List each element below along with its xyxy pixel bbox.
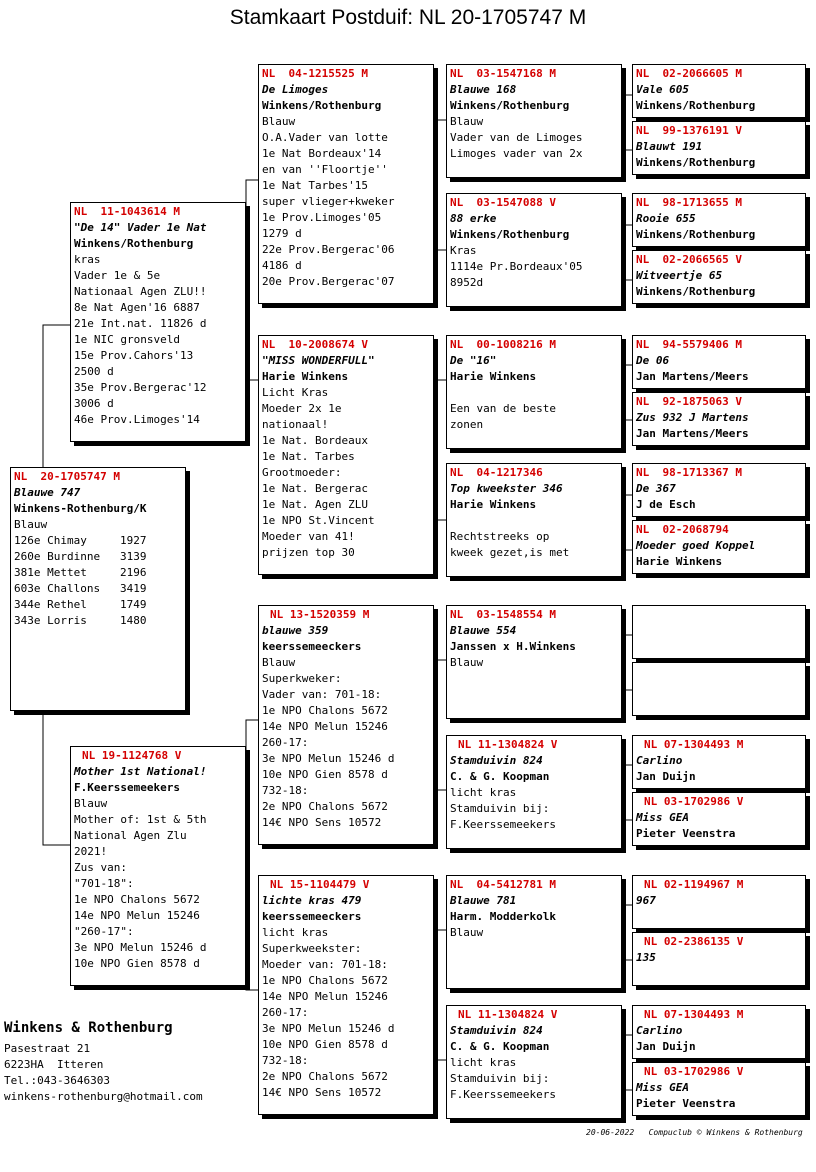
pigeon-card-great-great-grandparent[interactable]: [632, 735, 806, 789]
info-line: nationaal!: [262, 418, 329, 431]
info-line: zonen: [450, 418, 484, 431]
info-line: 8952d: [450, 276, 484, 289]
pigeon-card-great-great-grandparent[interactable]: [632, 662, 806, 716]
breeder-phone: Tel.:043-3646303: [4, 1074, 110, 1087]
pigeon-owner: Harie Winkens: [450, 498, 537, 511]
info-line: 1e Nat. Agen ZLU: [262, 498, 368, 511]
pigeon-name: 967: [636, 894, 656, 907]
info-line: 20e Prov.Bergerac'07: [262, 275, 395, 288]
ring-number: NL 07-1304493 M: [644, 1008, 744, 1021]
pigeon-name: Blauwe 554: [450, 624, 517, 637]
ring-number: NL 07-1304493 M: [644, 738, 744, 751]
info-line: Stamduivin bij:: [450, 1072, 550, 1085]
info-line: 2e NPO Chalons 5672: [262, 1070, 388, 1083]
pigeon-name: Blauwt 191: [636, 140, 703, 153]
pigeon-owner: C. & G. Koopman: [450, 770, 550, 783]
pigeon-name: blauwe 359: [262, 624, 329, 637]
pigeon-name: Carlino: [636, 754, 683, 767]
ring-number: NL 20-1705747 M: [14, 470, 120, 483]
pigeon-card-great-great-grandparent[interactable]: [632, 193, 806, 247]
pigeon-card-great-grandparent[interactable]: [446, 1005, 622, 1119]
info-line: 1e NPO Chalons 5672: [74, 893, 200, 906]
info-line: [450, 385, 618, 401]
pigeon-name: "MISS WONDERFULL": [262, 354, 375, 367]
pigeon-name: 135: [636, 951, 656, 964]
info-line: National Agen Zlu: [74, 829, 187, 842]
pigeon-owner: Harie Winkens: [262, 370, 349, 383]
pigeon-card-great-great-grandparent[interactable]: [632, 1005, 806, 1059]
pigeon-card-great-great-grandparent[interactable]: [632, 605, 806, 659]
pigeon-card-great-great-grandparent[interactable]: [632, 932, 806, 986]
info-line: F.Keerssemeekers: [450, 1088, 556, 1101]
pigeon-name: De "16": [450, 354, 497, 367]
info-line: [450, 513, 618, 529]
info-line: 46e Prov.Limoges'14: [74, 413, 200, 426]
info-line: O.A.Vader van lotte: [262, 131, 388, 144]
ring-number: NL 03-1548554 M: [450, 608, 556, 621]
page-title: Stamkaart Postduif: NL 20-1705747 M: [229, 6, 587, 29]
pigeon-owner: J de Esch: [636, 498, 696, 511]
pigeon-name: Stamduivin 824: [450, 754, 543, 767]
info-line: 344e Rethel 1749: [14, 598, 147, 611]
info-line: 381e Mettet 2196: [14, 566, 147, 579]
ring-number: NL 03-1702986 V: [644, 1065, 744, 1078]
ring-number: NL 02-1194967 M: [644, 878, 744, 891]
info-line: licht kras: [450, 786, 517, 799]
info-line: 1e NPO St.Vincent: [262, 514, 375, 527]
pigeon-owner: Winkens-Rothenburg/K: [14, 502, 147, 515]
ring-number: NL 94-5579406 M: [636, 338, 742, 351]
info-line: Moeder van: 701-18:: [262, 958, 388, 971]
ring-number: NL 00-1008216 M: [450, 338, 556, 351]
info-line: Blauw: [262, 115, 296, 128]
pigeon-owner: [636, 966, 802, 982]
info-line: 15e Prov.Cahors'13: [74, 349, 194, 362]
info-line: 14e NPO Melun 15246: [262, 720, 388, 733]
info-line: 21e Int.nat. 11826 d: [74, 317, 207, 330]
pigeon-name: Stamduivin 824: [450, 1024, 543, 1037]
info-line: 1e Nat Bordeaux'14: [262, 147, 382, 160]
pigeon-name: Blauwe 747: [14, 486, 81, 499]
pigeon-card-great-grandparent[interactable]: [446, 605, 622, 719]
pigeon-owner: Winkens/Rothenburg: [450, 99, 570, 112]
info-line: 14€ NPO Sens 10572: [262, 1086, 382, 1099]
info-line: Nationaal Agen ZLU!!: [74, 285, 207, 298]
breeder-address-line: 6223HA Itteren: [4, 1058, 104, 1071]
info-line: 732-18:: [262, 784, 309, 797]
pigeon-card-dam-dam[interactable]: [258, 875, 434, 1115]
info-line: 1114e Pr.Bordeaux'05: [450, 260, 583, 273]
breeder-info: [4, 1018, 203, 1105]
ring-number: NL 04-5412781 M: [450, 878, 556, 891]
ring-number: NL 02-2386135 V: [644, 935, 744, 948]
ring-number: NL 11-1304824 V: [458, 1008, 558, 1021]
pigeon-owner: Winkens/Rothenburg: [636, 156, 756, 169]
ring-number: NL 11-1043614 M: [74, 205, 180, 218]
ring-number: NL 04-1215525 M: [262, 67, 368, 80]
pigeon-card-great-great-grandparent[interactable]: [632, 520, 806, 574]
info-line: Blauw: [74, 797, 108, 810]
pigeon-name: De 06: [636, 354, 670, 367]
info-line: 1279 d: [262, 227, 302, 240]
info-line: Moeder 2x 1e: [262, 402, 342, 415]
pigeon-name: De Limoges: [262, 83, 329, 96]
pigeon-name: Vale 605: [636, 83, 689, 96]
pigeon-card-great-great-grandparent[interactable]: [632, 875, 806, 929]
pigeon-card-great-great-grandparent[interactable]: [632, 1062, 806, 1116]
ring-number: NL 15-1104479 V: [270, 878, 370, 891]
info-line: licht kras: [450, 1056, 517, 1069]
info-line: 1e NPO Chalons 5672: [262, 704, 388, 717]
ring-number: NL 02-2066605 M: [636, 67, 742, 80]
pigeon-card-dam[interactable]: [70, 746, 246, 986]
pigeon-card-sire-sire[interactable]: [258, 64, 434, 304]
info-line: 10e NPO Gien 8578 d: [74, 957, 200, 970]
pigeon-owner: F.Keerssemeekers: [74, 781, 180, 794]
pigeon-card-great-great-grandparent[interactable]: [632, 250, 806, 304]
ring-number: NL 92-1875063 V: [636, 395, 742, 408]
ring-number: NL 99-1376191 V: [636, 124, 742, 137]
ring-number: NL 04-1217346: [450, 466, 543, 479]
breeder-name: Winkens & Rothenburg: [4, 1020, 173, 1036]
info-line: 732-18:: [262, 1054, 309, 1067]
info-line: 14e NPO Melun 15246: [262, 990, 388, 1003]
info-line: 10e NPO Gien 8578 d: [262, 768, 388, 781]
pigeon-card-great-grandparent[interactable]: [446, 193, 622, 307]
pigeon-card-great-great-grandparent[interactable]: [632, 64, 806, 118]
pigeon-name: Witveertje 65: [636, 269, 723, 282]
pigeon-card-dam-sire[interactable]: [258, 605, 434, 845]
ring-number: NL 03-1547088 V: [450, 196, 556, 209]
pigeon-card-great-grandparent[interactable]: [446, 875, 622, 989]
breeder-email: winkens-rothenburg@hotmail.com: [4, 1090, 203, 1103]
info-line: 126e Chimay 1927: [14, 534, 147, 547]
pigeon-name: Carlino: [636, 1024, 683, 1037]
info-line: F.Keerssemeekers: [450, 818, 556, 831]
pigeon-name: Moeder goed Koppel: [636, 539, 756, 552]
pigeon-owner: Harie Winkens: [450, 370, 537, 383]
pigeon-owner: Harm. Modderkolk: [450, 910, 556, 923]
info-line: 3e NPO Melun 15246 d: [262, 1022, 395, 1035]
info-line: 10e NPO Gien 8578 d: [262, 1038, 388, 1051]
pigeon-owner: C. & G. Koopman: [450, 1040, 550, 1053]
ring-number: NL 03-1702986 V: [644, 795, 744, 808]
pigeon-owner: keerssemeeckers: [262, 640, 362, 653]
pigeon-owner: Jan Martens/Meers: [636, 427, 749, 440]
pigeon-owner: Winkens/Rothenburg: [636, 285, 756, 298]
info-line: 603e Challons 3419: [14, 582, 147, 595]
pigeon-owner: Pieter Veenstra: [636, 1097, 736, 1110]
info-line: Blauw: [450, 656, 484, 669]
info-line: 260-17:: [262, 736, 309, 749]
info-line: en van ''Floortje'': [262, 163, 388, 176]
pigeon-owner: Jan Duijn: [636, 1040, 696, 1053]
pigeon-card-great-great-grandparent[interactable]: [632, 792, 806, 846]
info-line: 2021!: [74, 845, 108, 858]
info-line: 3006 d: [74, 397, 114, 410]
pigeon-card-sire-dam[interactable]: [258, 335, 434, 575]
info-line: Blauw: [450, 926, 484, 939]
pigeon-name: Zus 932 J Martens: [636, 411, 749, 424]
pigeon-name: [636, 607, 802, 623]
info-line: 260-17:: [262, 1006, 309, 1019]
info-line: 1e Nat. Bordeaux: [262, 434, 368, 447]
pigeon-card-great-great-grandparent[interactable]: [632, 335, 806, 389]
info-line: 35e Prov.Bergerac'12: [74, 381, 207, 394]
info-line: 4186 d: [262, 259, 302, 272]
info-line: 22e Prov.Bergerac'06: [262, 243, 395, 256]
pigeon-name: lichte kras 479: [262, 894, 362, 907]
info-line: Grootmoeder:: [262, 466, 342, 479]
pigeon-name: Top kweekster 346: [450, 482, 563, 495]
info-line: kras: [74, 253, 101, 266]
info-line: Superkweekster:: [262, 942, 362, 955]
pigeon-owner: keerssemeeckers: [262, 910, 362, 923]
pigeon-card-great-grandparent[interactable]: [446, 735, 622, 849]
info-line: Zus van:: [74, 861, 127, 874]
info-line: 1e NPO Chalons 5672: [262, 974, 388, 987]
pigeon-name: Mother 1st National!: [74, 765, 207, 778]
pigeon-owner: [636, 909, 802, 925]
ring-number: NL 03-1547168 M: [450, 67, 556, 80]
info-line: Rechtstreeks op: [450, 530, 550, 543]
pigeon-owner: Winkens/Rothenburg: [636, 228, 756, 241]
info-line: 3e NPO Melun 15246 d: [262, 752, 395, 765]
info-line: Kras: [450, 244, 477, 257]
pigeon-card-subject[interactable]: [10, 467, 186, 711]
info-line: 2e NPO Chalons 5672: [262, 800, 388, 813]
info-line: 1e Nat. Tarbes: [262, 450, 355, 463]
info-line: prijzen top 30: [262, 546, 355, 559]
pigeon-name: Miss GEA: [636, 1081, 689, 1094]
pigeon-card-sire[interactable]: [70, 202, 246, 442]
pigeon-card-great-great-grandparent[interactable]: [632, 392, 806, 446]
pigeon-owner: Jan Duijn: [636, 770, 696, 783]
ring-number: NL 02-2068794: [636, 523, 729, 536]
pigeon-name: 88 erke: [450, 212, 497, 225]
pigeon-card-great-grandparent[interactable]: [446, 64, 622, 178]
info-line: Limoges vader van 2x: [450, 147, 583, 160]
info-line: Blauw: [262, 656, 296, 669]
ring-number: NL 13-1520359 M: [270, 608, 370, 621]
info-line: Moeder van 41!: [262, 530, 355, 543]
pigeon-owner: [636, 623, 802, 639]
pigeon-name: Blauwe 168: [450, 83, 517, 96]
info-line: Blauw: [450, 115, 484, 128]
info-line: Licht Kras: [262, 386, 329, 399]
info-line: 14€ NPO Sens 10572: [262, 816, 382, 829]
pigeon-owner: Pieter Veenstra: [636, 827, 736, 840]
pigeon-name: [636, 664, 802, 680]
info-line: 1e Prov.Limoges'05: [262, 211, 382, 224]
ring-number: NL 11-1304824 V: [458, 738, 558, 751]
info-line: 14e NPO Melun 15246: [74, 909, 200, 922]
pigeon-owner: Harie Winkens: [636, 555, 723, 568]
ring-number: NL 10-2008674 V: [262, 338, 368, 351]
info-line: Vader 1e & 5e: [74, 269, 161, 282]
pigeon-name: Rooie 655: [636, 212, 696, 225]
info-line: Vader van: 701-18:: [262, 688, 382, 701]
info-line: 1e Nat. Bergerac: [262, 482, 368, 495]
pigeon-owner: [636, 680, 802, 696]
footer-credit: 20-06-2022 Compuclub © Winkens & Rothenburg: [586, 1128, 803, 1137]
info-line: 1e NIC gronsveld: [74, 333, 180, 346]
info-line: Superkweker:: [262, 672, 342, 685]
pigeon-owner: Janssen x H.Winkens: [450, 640, 576, 653]
info-line: Vader van de Limoges: [450, 131, 583, 144]
pigeon-card-great-great-grandparent[interactable]: [632, 121, 806, 175]
ring-number: NL 19-1124768 V: [82, 749, 182, 762]
info-line: Blauw: [14, 518, 48, 531]
pigeon-name: "De 14" Vader 1e Nat: [74, 221, 207, 234]
info-line: super vlieger+kweker: [262, 195, 395, 208]
info-line: Mother of: 1st & 5th: [74, 813, 207, 826]
pigeon-owner: Winkens/Rothenburg: [636, 99, 756, 112]
info-line: "260-17":: [74, 925, 134, 938]
info-line: Stamduivin bij:: [450, 802, 550, 815]
info-line: kweek gezet,is met: [450, 546, 570, 559]
info-line: 2500 d: [74, 365, 114, 378]
info-line: 8e Nat Agen'16 6887: [74, 301, 200, 314]
info-line: 3e NPO Melun 15246 d: [74, 941, 207, 954]
pigeon-name: Miss GEA: [636, 811, 689, 824]
info-line: 260e Burdinne 3139: [14, 550, 147, 563]
pigeon-name: De 367: [636, 482, 676, 495]
pigeon-owner: Winkens/Rothenburg: [74, 237, 194, 250]
ring-number: NL 02-2066565 V: [636, 253, 742, 266]
pigeon-owner: Jan Martens/Meers: [636, 370, 749, 383]
info-line: "701-18":: [74, 877, 134, 890]
pigeon-owner: Winkens/Rothenburg: [450, 228, 570, 241]
pigeon-card-great-great-grandparent[interactable]: [632, 463, 806, 517]
info-line: licht kras: [262, 926, 329, 939]
pigeon-owner: Winkens/Rothenburg: [262, 99, 382, 112]
ring-number: NL 98-1713655 M: [636, 196, 742, 209]
info-line: 343e Lorris 1480: [14, 614, 147, 627]
info-line: Een van de beste: [450, 402, 556, 415]
ring-number: NL 98-1713367 M: [636, 466, 742, 479]
pigeon-name: Blauwe 781: [450, 894, 517, 907]
pigeon-card-great-grandparent[interactable]: [446, 463, 622, 577]
info-line: 1e Nat Tarbes'15: [262, 179, 368, 192]
pigeon-card-great-grandparent[interactable]: [446, 335, 622, 449]
breeder-address-line: Pasestraat 21: [4, 1042, 91, 1055]
